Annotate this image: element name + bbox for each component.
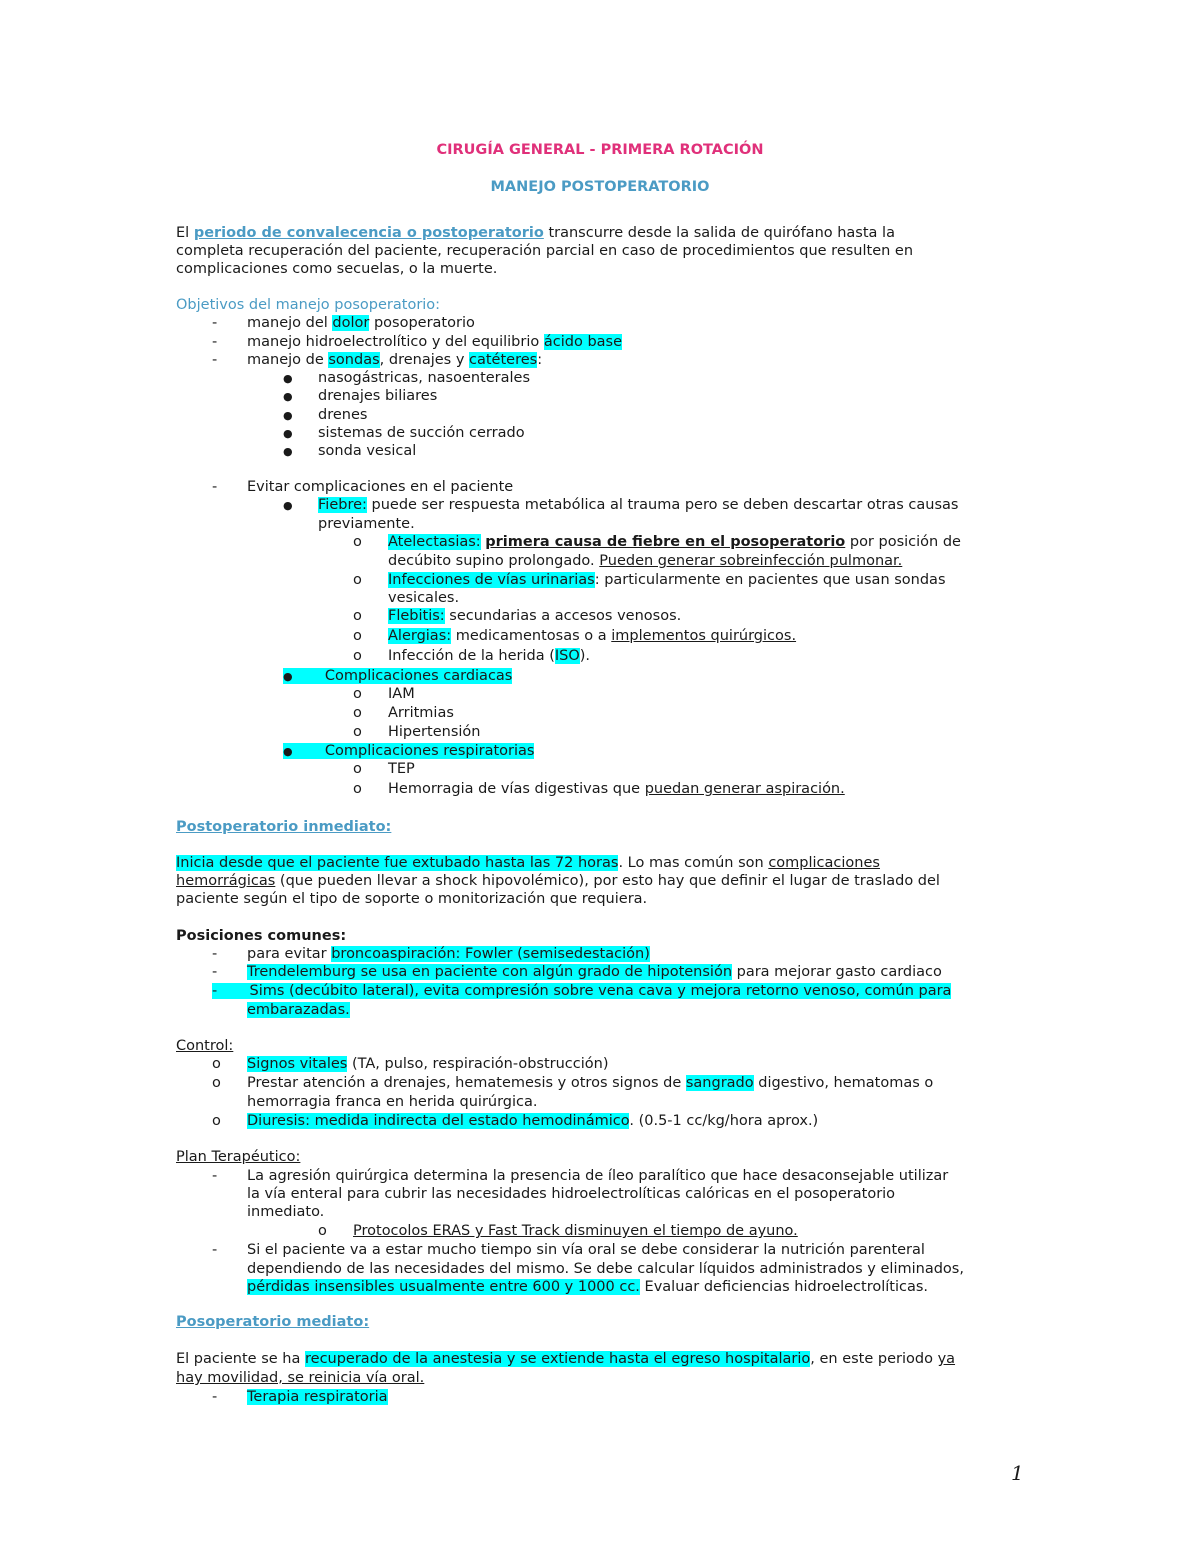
list-item: - Si el paciente va a estar mucho tiempo sin vía oral se debe considerar la nutrición parenteral bbox=[212, 1242, 925, 1258]
text-line: hemorragia franca en herida quirúrgica. bbox=[247, 1094, 538, 1110]
list-item: - Trendelemburg se usa en paciente con algún grado de hipotensión para mejorar gasto cardiaco bbox=[212, 964, 942, 980]
text-line: la vía enteral para cubrir las necesidades hidroelectrolíticas calóricas en el posoperatorio bbox=[247, 1186, 896, 1202]
positions-heading: Posiciones comunes: bbox=[176, 928, 347, 944]
control-heading: Control: bbox=[176, 1038, 234, 1054]
list-item: o Signos vitales (TA, pulso, respiración-obstrucción) bbox=[212, 1056, 609, 1072]
intro-line-1: El periodo de convalecencia o postoperatorio transcurre desde la salida de quirófano hasta la bbox=[176, 225, 895, 241]
plan-heading: Plan Terapéutico: bbox=[176, 1149, 301, 1165]
sub-list-item: ● drenes bbox=[283, 407, 368, 423]
text-line: hemorrágicas (que pueden llevar a shock hipovolémico), por esto hay que definir el lugar de traslado del bbox=[176, 873, 940, 889]
text-line: Inicia desde que el paciente fue extubado hasta las 72 horas. Lo mas común son complicaciones bbox=[176, 855, 880, 871]
intro-line-3: complicaciones como secuelas, o la muerte. bbox=[176, 261, 498, 277]
text-line: dependiendo de las necesidades del mismo. Se debe calcular líquidos administrados y eliminados, bbox=[247, 1261, 964, 1277]
list-item: - Evitar complicaciones en el paciente bbox=[212, 479, 514, 495]
sub-sub-item: o IAM bbox=[353, 686, 415, 702]
sub-sub-item: o Alergias: medicamentosas o a implementos quirúrgicos. bbox=[353, 628, 797, 644]
sub-sub-item: o Arritmias bbox=[353, 705, 454, 721]
list-item: o Diuresis: medida indirecta del estado hemodinámico. (0.5-1 cc/kg/hora aprox.) bbox=[212, 1113, 819, 1129]
text-line: previamente. bbox=[318, 516, 415, 532]
list-item: - La agresión quirúrgica determina la presencia de íleo paralítico que hace desaconsejable utilizar bbox=[212, 1168, 949, 1184]
sub-list-item: ● Complicaciones cardiacas bbox=[283, 668, 513, 684]
sub-sub-item: o Infección de la herida (ISO). bbox=[353, 648, 591, 664]
text-line: embarazadas. bbox=[247, 1002, 350, 1018]
intro-line-2: completa recuperación del paciente, recuperación parcial en caso de procedimientos que resulten en bbox=[176, 243, 914, 259]
list-item: - Terapia respiratoria bbox=[212, 1389, 388, 1405]
text-line: El paciente se ha recuperado de la anestesia y se extiende hasta el egreso hospitalario, en este periodo ya bbox=[176, 1351, 956, 1367]
text-line: decúbito supino prolongado. Pueden generar sobreinfección pulmonar. bbox=[388, 553, 903, 569]
list-item: o Prestar atención a drenajes, hematemesis y otros signos de sangrado digestivo, hematomas o bbox=[212, 1075, 934, 1091]
sub-sub-item: o Infecciones de vías urinarias: particularmente en pacientes que usan sondas bbox=[353, 572, 946, 588]
sub-list-item: ● sistemas de succión cerrado bbox=[283, 425, 525, 441]
list-item: - para evitar broncoaspiración: Fowler (semisedestación) bbox=[212, 946, 650, 962]
sub-sub-item: o Protocolos ERAS y Fast Track disminuyen el tiempo de ayuno. bbox=[318, 1223, 798, 1239]
text-line: vesicales. bbox=[388, 590, 460, 606]
text-line: pérdidas insensibles usualmente entre 600 y 1000 cc. Evaluar deficiencias hidroelectrolíticas. bbox=[247, 1279, 929, 1295]
text-line: hay movilidad, se reinicia vía oral. bbox=[176, 1370, 425, 1386]
list-item: - manejo del dolor posoperatorio bbox=[212, 315, 475, 331]
text-line: paciente según el tipo de soporte o monitorización que requiera. bbox=[176, 891, 648, 907]
list-item: - manejo hidroelectrolítico y del equilibrio ácido base bbox=[212, 334, 623, 350]
mediate-heading: Posoperatorio mediato: bbox=[176, 1314, 370, 1330]
sub-sub-item: o Flebitis: secundarias a accesos venosos. bbox=[353, 608, 682, 624]
immediate-heading: Postoperatorio inmediato: bbox=[176, 819, 392, 835]
term-postoperatorio: periodo de convalecencia o postoperatorio bbox=[193, 225, 544, 241]
sub-sub-item: o Hemorragia de vías digestivas que puedan generar aspiración. bbox=[353, 781, 845, 797]
list-item: - manejo de sondas, drenajes y catéteres: bbox=[212, 352, 543, 368]
page-number: 1 bbox=[1011, 1461, 1024, 1485]
sub-list-item: ● drenajes biliares bbox=[283, 388, 438, 404]
document-title: CIRUGÍA GENERAL - PRIMERA ROTACIÓN bbox=[436, 142, 764, 158]
sub-list-item: ● Fiebre: puede ser respuesta metabólica al trauma pero se deben descartar otras causas bbox=[283, 497, 959, 513]
sub-sub-item: o Hipertensión bbox=[353, 724, 481, 740]
sub-list-item: ● nasogástricas, nasoenterales bbox=[283, 370, 531, 386]
objectives-heading: Objetivos del manejo posoperatorio: bbox=[176, 297, 441, 313]
sub-sub-item: o Atelectasias: primera causa de fiebre en el posoperatorio por posición de bbox=[353, 534, 961, 550]
sub-list-item: ● sonda vesical bbox=[283, 443, 417, 459]
list-item: - Sims (decúbito lateral), evita compresión sobre vena cava y mejora retorno venoso, común para bbox=[212, 983, 952, 999]
document-subtitle: MANEJO POSTOPERATORIO bbox=[490, 179, 710, 195]
sub-sub-item: o TEP bbox=[353, 761, 415, 777]
sub-list-item: ● Complicaciones respiratorias bbox=[283, 743, 535, 759]
text-line: inmediato. bbox=[247, 1204, 325, 1220]
